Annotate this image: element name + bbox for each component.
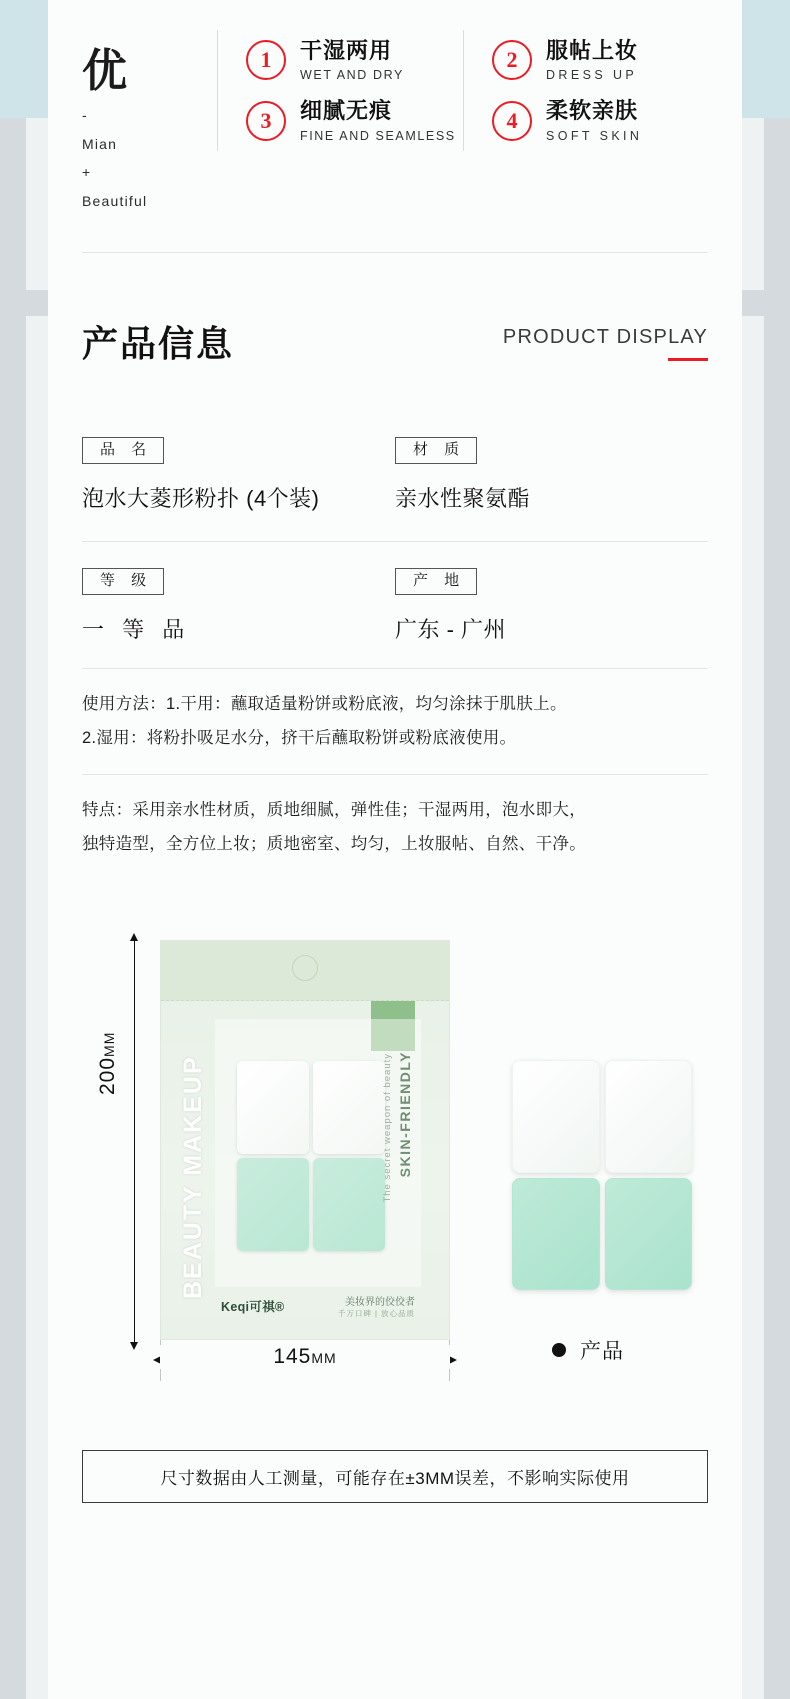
feature-label-en: DRESS UP [546, 68, 638, 83]
spec-label: 品 名 [82, 437, 164, 464]
feature-item-2 [463, 30, 708, 90]
content-sheet [48, 0, 742, 1699]
puff-white [313, 1061, 385, 1154]
height-unit: MM [101, 1031, 117, 1057]
feature-label-cn: 细腻无痕 [300, 98, 393, 124]
spec-value: 广东 - 广州 [395, 616, 507, 642]
product-info-section [48, 316, 742, 862]
spec-table [82, 437, 708, 650]
brand-dash: - [82, 107, 87, 123]
feature-description [82, 793, 708, 862]
width-value: 145 [273, 1345, 312, 1368]
bullet-dot-icon [552, 1343, 566, 1357]
features-section [48, 0, 742, 252]
package-zip-top [161, 941, 449, 1001]
package-slogan [338, 1293, 415, 1319]
dimension-diagram [82, 935, 708, 1425]
decor-corner-top-right [742, 0, 790, 118]
feature-desc-line-1: 特点：采用亲水性材质，质地细腻，弹性佳；干湿两用，泡水即大， [82, 800, 586, 819]
feature-number-icon: 1 [246, 40, 286, 80]
width-label [160, 1345, 450, 1369]
product-package-image [160, 940, 450, 1340]
feature-label-cn: 干湿两用 [300, 38, 393, 63]
height-value: 200 [96, 1056, 119, 1095]
width-unit: MM [311, 1350, 337, 1366]
feature-number-icon: 2 [492, 40, 532, 80]
usage-line-1: 使用方法：1.干用：蘸取适量粉饼或粉底液，均匀涂抹于肌肤上。 [82, 694, 567, 713]
page-title-en: PRODUCT DISPLAY [502, 326, 708, 348]
brand-sub-lines [82, 101, 217, 216]
package-vertical-en: SKIN-FRIENDLY [397, 1051, 413, 1178]
brand-mian: Mian [82, 135, 118, 152]
usage-instructions [82, 687, 708, 756]
feature-item-3 [218, 90, 463, 150]
package-vertical-en-sub: The secret weapon of beauty [382, 1053, 393, 1203]
features-divider [82, 252, 708, 253]
puff-mint [237, 1158, 309, 1251]
loose-puffs-group [512, 1060, 692, 1290]
legend-label: 产品 [580, 1340, 624, 1363]
spec-cell-grade [82, 568, 395, 650]
feature-label-en: FINE AND SEAMLESS [300, 128, 456, 143]
legend [552, 1335, 624, 1365]
package-bottom-bar [215, 1291, 421, 1321]
product-info-header [82, 316, 708, 367]
puff-white [512, 1060, 600, 1173]
decor-corner-top-left [0, 0, 48, 118]
spec-value: 亲水性聚氨酯 [395, 485, 531, 511]
usage-divider [82, 668, 708, 669]
height-label [96, 1032, 120, 1095]
feature-number-icon: 4 [492, 101, 532, 141]
package-vertical-title: BEAUTY MAKEUP [179, 1055, 207, 1299]
page-title-en-wrap [503, 326, 708, 367]
spec-row [82, 437, 708, 519]
spec-label: 产 地 [395, 568, 477, 595]
spec-value: 一 等 品 [82, 616, 191, 642]
puff-white [605, 1060, 693, 1173]
features-grid [217, 30, 708, 151]
decor-right-strip [764, 118, 790, 1699]
package-hang-hole-icon [292, 955, 318, 981]
feature-text [546, 98, 642, 142]
feature-label-cn: 服帖上妆 [546, 38, 639, 63]
package-logo: Keqi可祺® [221, 1300, 285, 1314]
puff-mint [605, 1178, 693, 1291]
brand-plus: + [82, 164, 92, 181]
height-arrow-line [134, 940, 135, 1343]
features-text-divider [82, 774, 708, 775]
usage-line-2: 2.湿用：将粉扑吸足水分，挤干后蘸取粉饼或粉底液使用。 [82, 729, 517, 748]
package-slogan-main: 美妆界的佼佼者 [345, 1297, 415, 1308]
page-title: 产品信息 [82, 323, 235, 364]
feature-label-en: SOFT SKIN [546, 128, 643, 143]
brand-beautiful: Beautiful [82, 193, 148, 210]
spec-row [82, 568, 708, 650]
feature-label-en: WET AND DRY [300, 68, 404, 83]
package-slogan-sub: 千万口碑 | 放心品质 [337, 1309, 415, 1318]
feature-item-1 [218, 30, 463, 90]
title-underline [668, 358, 708, 361]
spec-label: 材 质 [395, 437, 477, 464]
spec-cell-name [82, 437, 395, 519]
package-puffs-group [237, 1061, 385, 1251]
puff-mint [313, 1158, 385, 1251]
content-sheet-inner [48, 0, 742, 1699]
feature-item-4 [463, 90, 708, 150]
feature-text [546, 38, 638, 82]
decor-left-strip [0, 118, 26, 1699]
spec-row-divider [82, 541, 708, 542]
spec-cell-origin [395, 568, 708, 650]
spec-label: 等 级 [82, 568, 164, 595]
feature-label-cn: 柔软亲肤 [546, 98, 639, 124]
feature-number-icon: 3 [246, 101, 286, 141]
feature-desc-line-2: 独特造型，全方位上妆；质地密室、均匀，上妆服帖、自然、干净。 [82, 835, 586, 854]
puff-white [237, 1061, 309, 1154]
feature-text [300, 98, 456, 142]
brand-big-char: 优 [82, 45, 129, 96]
spec-value: 泡水大菱形粉扑 (4个装) [82, 485, 320, 511]
spec-cell-material [395, 437, 708, 519]
brand-mark [82, 30, 217, 216]
puff-mint [512, 1178, 600, 1291]
feature-text [300, 38, 404, 82]
measurement-note: 尺寸数据由人工测量，可能存在±3MM误差，不影响实际使用 [82, 1450, 708, 1503]
